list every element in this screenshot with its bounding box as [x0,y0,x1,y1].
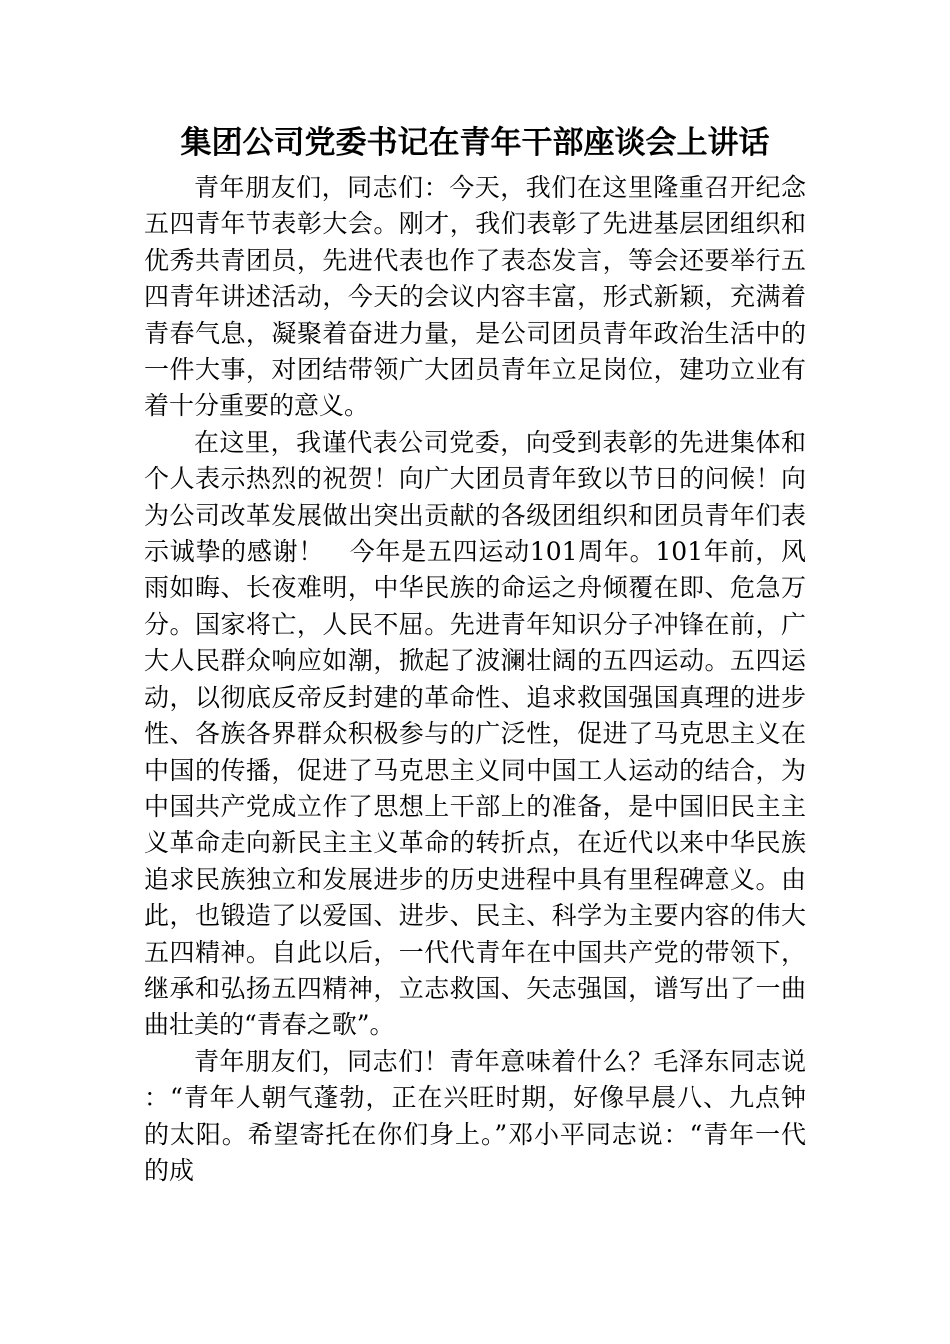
paragraph-2: 在这里，我谨代表公司党委，向受到表彰的先进集体和个人表示热烈的祝贺！向广大团员青年致以节日的问候！向为公司改革发展做出突出贡献的各级团组织和团员青年们表示诚挚的感谢！ 今年是五四运动101周年。101年前，风雨如晦、长夜难明，中华民族的命运之舟倾覆在即、危急万分。国家将亡，人民不屈。先进青年知识分子冲锋在前，广大人民群众响应如潮，掀起了波澜壮阔的五四运动。五四运动，以彻底反帝反封建的革命性、追求救国强国真理的进步性、各族各界群众积极参与的广泛性，促进了马克思主义在中国的传播，促进了马克思主义同中国工人运动的结合，为中国共产党成立作了思想上干部上的准备，是中国旧民主主义革命走向新民主主义革命的转折点，在近代以来中华民族追求民族独立和发展进步的历史进程中具有里程碑意义。由此，也锻造了以爱国、进步、民主、科学为主要内容的伟大五四精神。自此以后，一代代青年在中国共产党的带领下，继承和弘扬五四精神，立志救国、矢志强国，谱写出了一曲曲壮美的“青春之歌”。 [144,427,806,1040]
paragraph-3: 青年朋友们，同志们！青年意味着什么？毛泽东同志说：“青年人朝气蓬勃，正在兴旺时期，好像早晨八、九点钟的太阳。希望寄托在你们身上。”邓小平同志说：“青年一代的成 [144,1046,806,1185]
document-title: 集团公司党委书记在青年干部座谈会上讲话 [180,125,770,161]
document-body [144,170,806,1189]
paragraph-1: 青年朋友们，同志们：今天，我们在这里隆重召开纪念五四青年节表彰大会。刚才，我们表彰了先进基层团组织和优秀共青团员，先进代表也作了表态发言，等会还要举行五四青年讲述活动，今天的会议内容丰富，形式新颖，充满着青春气息，凝聚着奋进力量，是公司团员青年政治生活中的一件大事，对团结带领广大团员青年立足岗位，建功立业有着十分重要的意义。 [144,173,806,421]
